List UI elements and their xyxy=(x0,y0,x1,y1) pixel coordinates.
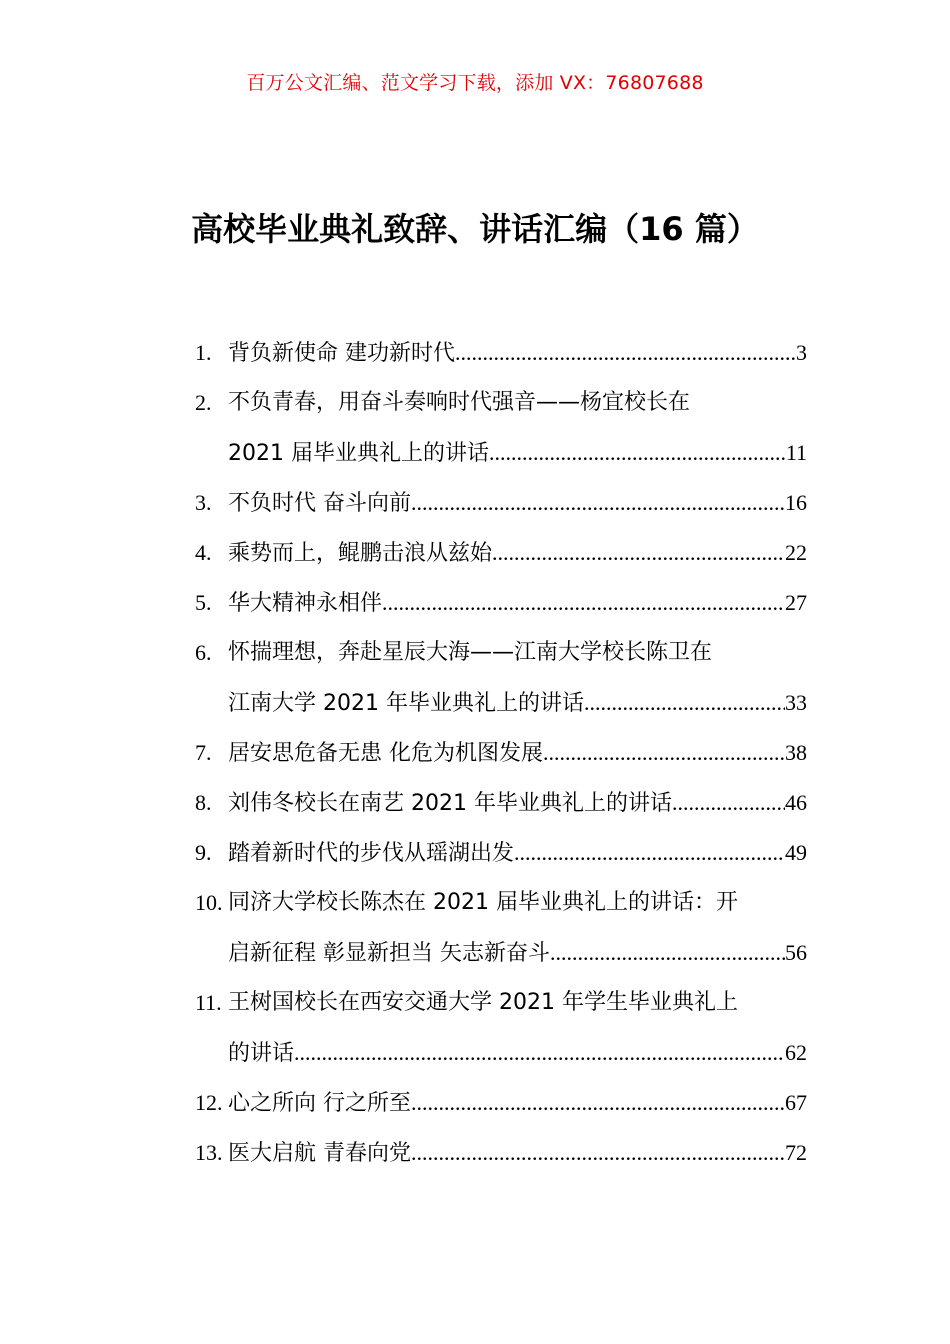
toc-dot-leader xyxy=(411,478,785,528)
toc-entry[interactable] xyxy=(195,328,807,378)
toc-dot-leader xyxy=(584,678,785,728)
toc-entry[interactable] xyxy=(195,978,807,1028)
toc-entry-title: 不负青春，用奋斗奏响时代强音——杨宜校长在 xyxy=(228,390,691,415)
toc-entry-number: 6. xyxy=(195,640,212,665)
toc-entry-continuation[interactable] xyxy=(195,678,807,728)
toc-entry-continuation[interactable] xyxy=(195,1028,807,1078)
toc-dot-leader xyxy=(489,428,786,478)
document-title: 高校毕业典礼致辞、讲话汇编（16 篇） xyxy=(191,210,759,248)
toc-page-number: 11 xyxy=(785,440,807,465)
toc-dot-leader xyxy=(455,328,796,378)
toc-entry-title: 王树国校长在西安交通大学 2021 年学生毕业典礼上 xyxy=(228,990,738,1015)
toc-dot-leader xyxy=(382,578,785,628)
toc-entry-number: 2. xyxy=(195,390,212,415)
toc-dot-leader xyxy=(411,1128,785,1178)
toc-entry[interactable] xyxy=(195,578,807,628)
toc-entry-title: 华大精神永相伴 xyxy=(228,591,383,616)
toc-page-number: 67 xyxy=(785,1090,807,1115)
toc-entry-title: 医大启航 青春向党 xyxy=(228,1141,411,1166)
toc-entry-number: 5. xyxy=(195,590,212,615)
toc-entry-number: 9. xyxy=(195,840,212,865)
toc-entry-title: 居安思危备无患 化危为机图发展 xyxy=(228,741,543,766)
toc-entry-continuation[interactable] xyxy=(195,428,807,478)
header-banner: 百万公文汇编、范文学习下载，添加 VX：76807688 xyxy=(246,72,704,94)
toc-dot-leader xyxy=(294,1028,785,1078)
toc-page-number: 27 xyxy=(785,590,807,615)
toc-dot-leader xyxy=(672,778,785,828)
toc-page-number: 33 xyxy=(785,690,807,715)
table-of-contents xyxy=(195,328,807,1178)
toc-page-number: 38 xyxy=(785,740,807,765)
toc-entry-number: 1. xyxy=(195,340,212,365)
toc-page-number: 16 xyxy=(785,490,807,515)
toc-entry-title: 乘势而上，鲲鹏击浪从兹始 xyxy=(228,541,493,566)
toc-entry[interactable] xyxy=(195,778,807,828)
toc-entry-title: 不负时代 奋斗向前 xyxy=(228,491,411,516)
toc-entry-number: 11. xyxy=(195,990,222,1015)
toc-entry-number: 13. xyxy=(195,1140,223,1165)
toc-entry-number: 3. xyxy=(195,490,212,515)
toc-entry-title: 怀揣理想，奔赴星辰大海——江南大学校长陈卫在 xyxy=(228,640,713,665)
toc-page-number: 46 xyxy=(785,790,807,815)
toc-page-number: 72 xyxy=(785,1140,807,1165)
toc-dot-leader xyxy=(550,928,785,978)
toc-entry[interactable] xyxy=(195,828,807,878)
toc-entry[interactable] xyxy=(195,1128,807,1178)
toc-entry-title: 心之所向 行之所至 xyxy=(228,1091,411,1116)
toc-dot-leader xyxy=(543,728,785,778)
toc-entry-title: 刘伟冬校长在南艺 2021 年毕业典礼上的讲话 xyxy=(228,791,672,816)
toc-page-number: 49 xyxy=(785,840,807,865)
toc-entry-number: 7. xyxy=(195,740,212,765)
toc-entry-title: 2021 届毕业典礼上的讲话 xyxy=(228,441,489,466)
toc-entry-title: 同济大学校长陈杰在 2021 届毕业典礼上的讲话：开 xyxy=(228,890,738,915)
toc-page-number: 56 xyxy=(785,940,807,965)
toc-entry[interactable] xyxy=(195,478,807,528)
toc-entry-number: 4. xyxy=(195,540,212,565)
toc-entry-title: 江南大学 2021 年毕业典礼上的讲话 xyxy=(228,691,584,716)
toc-entry-title: 背负新使命 建功新时代 xyxy=(228,341,455,366)
toc-entry-number: 10. xyxy=(195,890,223,915)
toc-dot-leader xyxy=(514,828,785,878)
toc-page-number: 22 xyxy=(785,540,807,565)
toc-dot-leader xyxy=(411,1078,785,1128)
toc-entry[interactable] xyxy=(195,528,807,578)
toc-entry[interactable] xyxy=(195,628,807,678)
toc-entry-number: 12. xyxy=(195,1090,223,1115)
toc-entry-title: 启新征程 彰显新担当 矢志新奋斗 xyxy=(228,941,550,966)
toc-entry-continuation[interactable] xyxy=(195,928,807,978)
toc-entry-title: 的讲话 xyxy=(228,1041,295,1066)
toc-entry[interactable] xyxy=(195,728,807,778)
toc-entry[interactable] xyxy=(195,378,807,428)
toc-dot-leader xyxy=(492,528,785,578)
toc-entry-title: 踏着新时代的步伐从瑶湖出发 xyxy=(228,841,515,866)
toc-page-number: 62 xyxy=(785,1040,807,1065)
toc-entry-number: 8. xyxy=(195,790,212,815)
toc-page-number: 3 xyxy=(796,340,807,365)
toc-entry[interactable] xyxy=(195,1078,807,1128)
toc-entry[interactable] xyxy=(195,878,807,928)
